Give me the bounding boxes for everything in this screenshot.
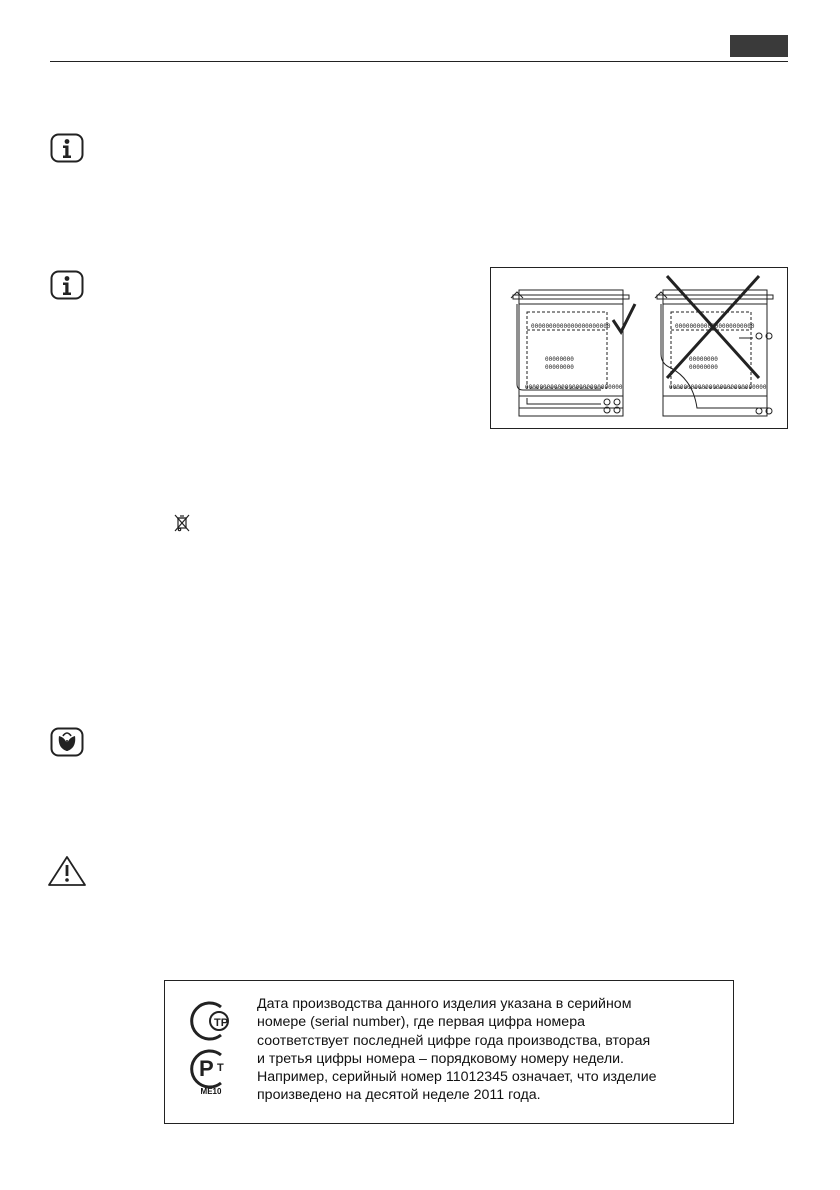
info-icon bbox=[50, 133, 84, 163]
svg-text:00000000: 00000000 bbox=[689, 356, 718, 363]
svg-text:0000000000000000000000: 0000000000000000000000 bbox=[675, 323, 755, 330]
certification-code: ME10 bbox=[200, 1087, 222, 1096]
certification-logos bbox=[185, 997, 239, 1117]
cert-line: соответствует последней цифре года производства, вторая bbox=[257, 1032, 651, 1049]
incorrect-installation-drawing bbox=[655, 290, 773, 416]
cert-line: номере (serial number), где первая цифра номера bbox=[257, 1014, 585, 1031]
cert-line: Дата производства данного изделия указана в серийном bbox=[257, 996, 632, 1012]
certification-text bbox=[257, 995, 727, 1105]
svg-text:000000000000000000000000000: 000000000000000000000000000 bbox=[669, 384, 767, 391]
svg-text:T: T bbox=[217, 1062, 224, 1074]
correct-installation-drawing bbox=[511, 290, 629, 416]
cable-routing-figure bbox=[490, 267, 788, 429]
certification-notice bbox=[164, 980, 734, 1124]
svg-text:0000000000000000000000: 0000000000000000000000 bbox=[531, 323, 611, 330]
svg-text:P: P bbox=[199, 1056, 214, 1081]
svg-text:000000000000000000000000000: 000000000000000000000000000 bbox=[525, 384, 623, 391]
check-mark-icon bbox=[613, 304, 635, 332]
cert-line: Например, серийный номер 11012345 означает, что изделие bbox=[257, 1069, 657, 1086]
svg-text:00000000: 00000000 bbox=[689, 364, 718, 371]
cert-line: и третья цифры номера – порядковому номеру недели. bbox=[257, 1050, 624, 1067]
warning-icon bbox=[47, 855, 87, 887]
language-tab bbox=[730, 35, 788, 57]
leaf-icon bbox=[50, 727, 84, 757]
cert-line: произведено на десятой неделе 2011 года. bbox=[257, 1087, 541, 1104]
crossed-bin-icon bbox=[172, 513, 192, 533]
svg-text:00000000: 00000000 bbox=[545, 356, 574, 363]
header-rule bbox=[50, 61, 788, 62]
svg-text:00000000: 00000000 bbox=[545, 364, 574, 371]
info-icon bbox=[50, 270, 84, 300]
svg-text:TP: TP bbox=[214, 1017, 229, 1029]
